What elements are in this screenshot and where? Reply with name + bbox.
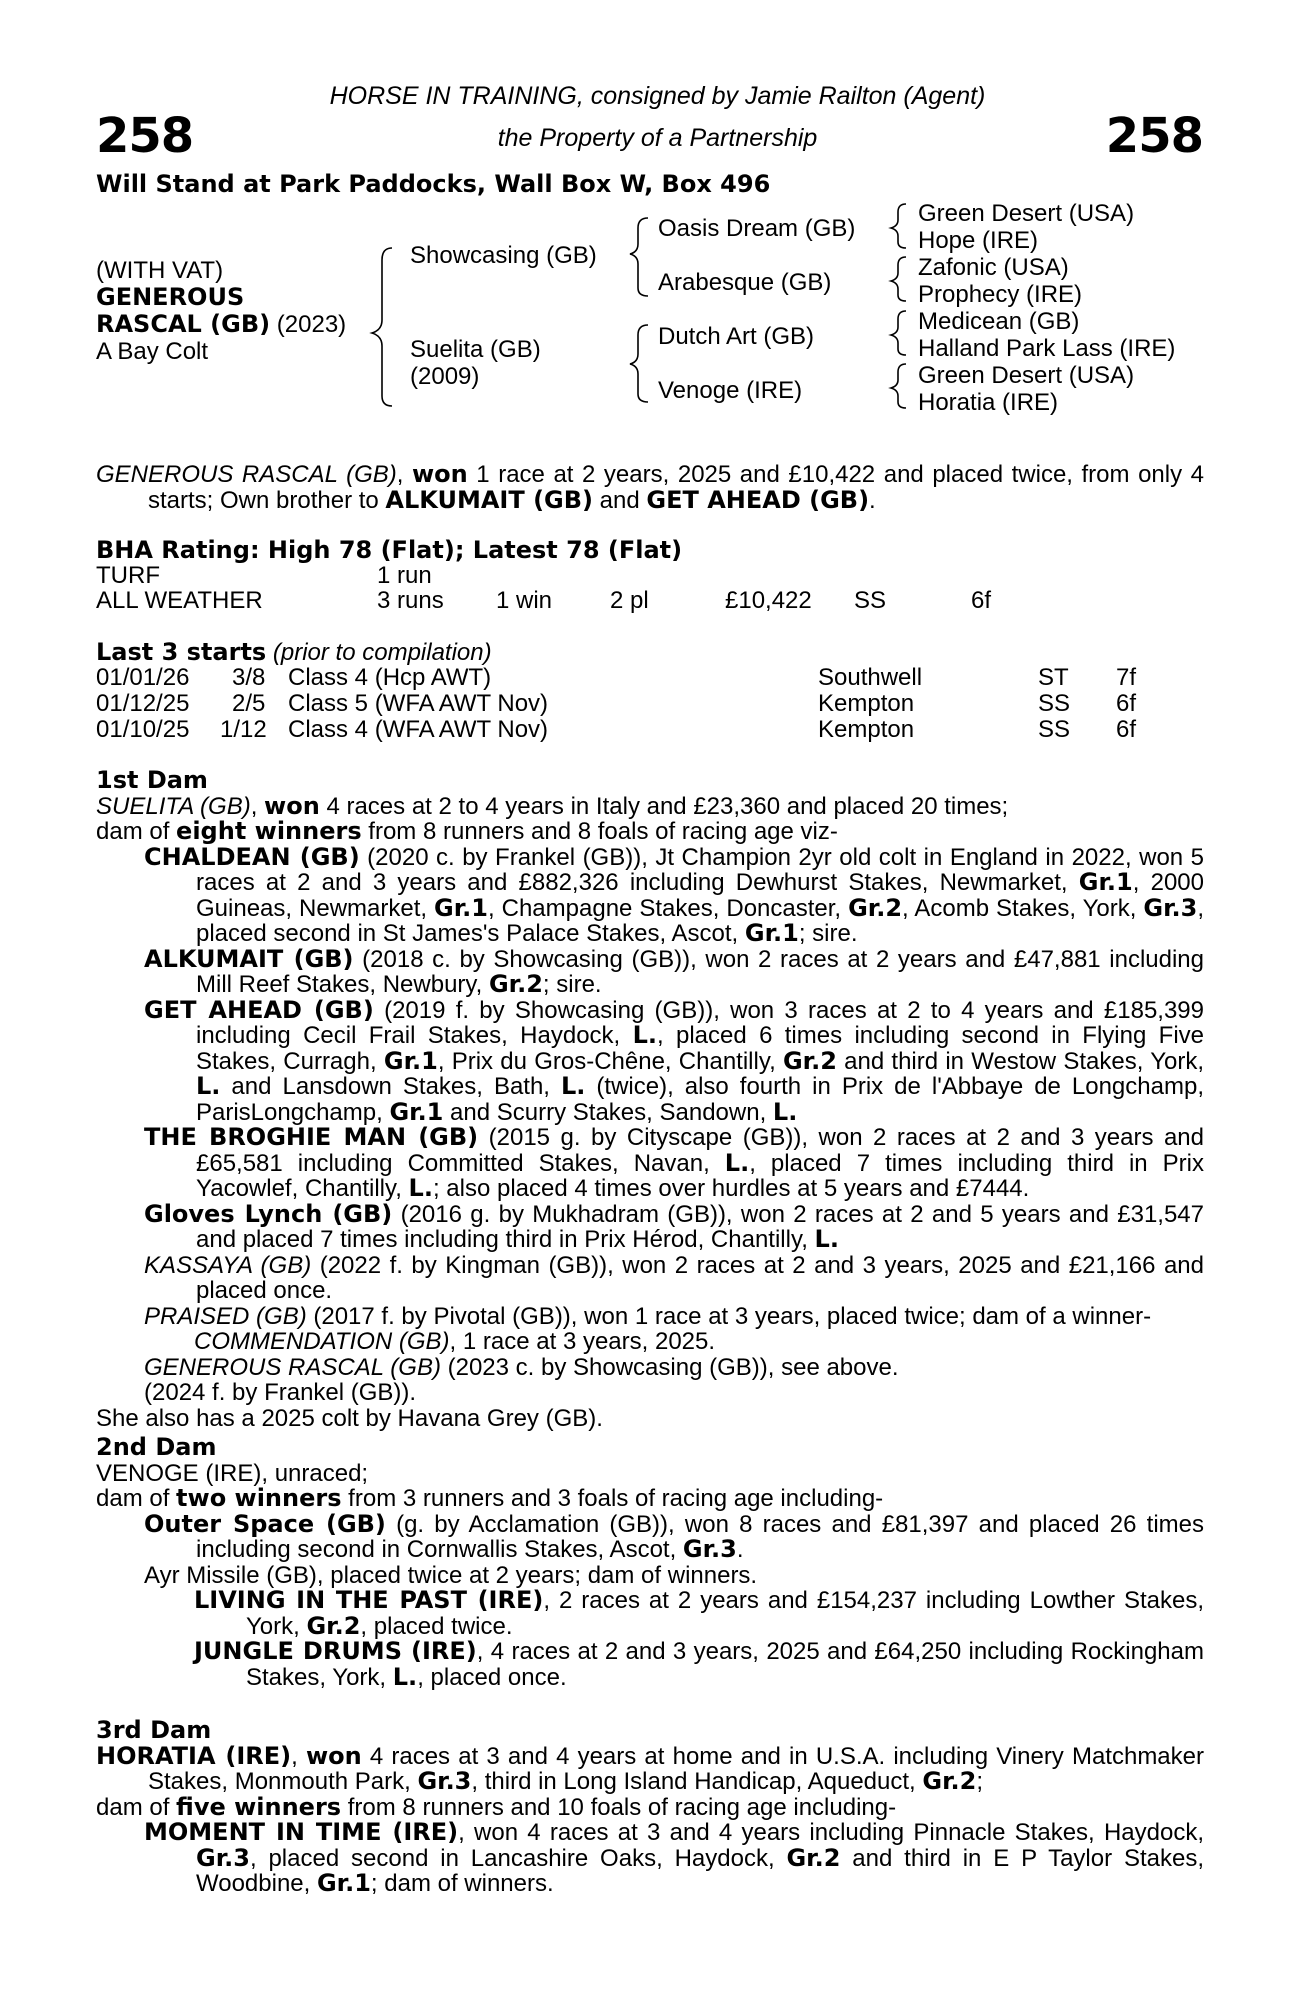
t: and Lansdown Stakes, Bath, <box>220 1073 561 1100</box>
produce-gloves-lynch <box>96 1199 1205 1253</box>
start-position: 2/5 <box>232 690 266 717</box>
produce-name: GET AHEAD (GB) <box>144 995 374 1024</box>
t: (2018 c. by Showcasing (GB)), won 2 races at 2 years and £47,881 including Mill Reef Stakes, Newbury, <box>196 945 1204 998</box>
starts-title: Last 3 starts <box>96 638 267 666</box>
grade: Gr.2 <box>306 1611 361 1640</box>
ped-dds: Green Desert (USA) <box>918 362 1135 389</box>
won: won <box>264 791 320 820</box>
t: , placed second in Lancashire Oaks, Haydock, <box>249 1844 787 1872</box>
ped-sds: Zafonic (USA) <box>918 254 1069 281</box>
t: , placed twice. <box>360 1612 513 1640</box>
produce-name: MOMENT IN TIME (IRE) <box>144 1818 459 1846</box>
t: (2016 g. by Mukhadram (GB)), won 2 races at 2 and 5 years and £31,547 and placed 7 times including third in Prix Hérod, Chantilly, <box>196 1200 1205 1253</box>
brace-ds <box>891 311 906 355</box>
grade: L. <box>196 1072 221 1100</box>
t: , Champagne Stakes, Doncaster, <box>487 894 849 922</box>
t: dam of <box>96 818 177 845</box>
t: 4 races at 3 and 4 years at home and in U.S.A. including Vinery Matchmaker Stakes, Monmouth Park, <box>148 1742 1204 1795</box>
start-date: 01/10/25 <box>96 716 190 743</box>
t: ; sire. <box>798 920 858 947</box>
t: ; <box>976 1768 983 1795</box>
sire: Showcasing (GB) <box>410 242 597 269</box>
t: dam of <box>96 1485 177 1512</box>
aw-going: SS <box>854 587 887 614</box>
first-dam-section <box>96 768 1204 1431</box>
produce-kassaya <box>96 1253 1204 1304</box>
produce-chaldean <box>96 842 1205 947</box>
ped-ddd: Horatia (IRE) <box>918 389 1059 416</box>
start-class: Class 5 (WFA AWT Nov) <box>288 690 549 717</box>
start-distance: 7f <box>1116 664 1137 691</box>
third-dam-section <box>96 1718 1204 1897</box>
aw-label: ALL WEATHER <box>96 587 263 614</box>
produce-living-in-the-past <box>96 1588 1204 1639</box>
ped-sss: Green Desert (USA) <box>918 200 1135 227</box>
grade: Gr.1 <box>316 1869 371 1897</box>
summary-horse-name: GENEROUS RASCAL (GB) <box>96 461 397 488</box>
t: , placed 7 times including third in Prix Yacowlef, Chantilly, <box>196 1149 1205 1202</box>
winners-count: five winners <box>176 1792 342 1821</box>
summary-won: won <box>411 460 468 488</box>
t: (twice), also fourth in Prix de l'Abbaye de Longchamp, ParisLongchamp, <box>196 1073 1204 1126</box>
produce-commendation <box>96 1329 1204 1355</box>
summary-end: . <box>869 486 876 514</box>
t: and third in Westow Stakes, York, <box>836 1047 1205 1075</box>
t: (2019 f. by Showcasing (GB)), won 3 races at 2 to 4 years and £185,399 including Cecil Frail Stakes, Haydock, <box>196 996 1205 1049</box>
grade: L. <box>632 1021 657 1049</box>
produce-name: JUNGLE DRUMS (IRE) <box>194 1637 477 1665</box>
t: , placed 6 times including second in Flying Five Stakes, Curragh, <box>196 1022 1204 1075</box>
t: from 8 runners and 8 foals of racing age viz- <box>361 818 838 845</box>
first-dam-title: 1st Dam <box>96 766 208 794</box>
produce-moment-in-time <box>96 1820 1204 1897</box>
grade: Gr.2 <box>488 970 543 998</box>
third-dam-line <box>96 1741 1204 1795</box>
produce-ayr-missile: Ayr Missile (GB), placed twice at 2 years; dam of winners. <box>144 1561 758 1589</box>
start-class: Class 4 (WFA AWT Nov) <box>288 716 549 743</box>
t: , Acomb Stakes, York, <box>902 894 1144 922</box>
grade: Gr.3 <box>196 1843 250 1872</box>
t: , Prix du Gros-Chêne, Chantilly, <box>437 1047 783 1075</box>
grade: L. <box>814 1225 839 1253</box>
rating-title: BHA Rating: High 78 (Flat); Latest 78 (Flat) <box>96 536 683 564</box>
stand-location: Will Stand at Park Paddocks, Wall Box W, Box 496 <box>96 170 771 198</box>
brace-sire <box>630 218 648 296</box>
t: , 4 races at 2 and 3 years, 2025 and £64,250 including Rockingham Stakes, York, <box>246 1638 1204 1691</box>
turf-label: TURF <box>96 562 160 589</box>
produce-2025-note: She also has a 2025 colt by Havana Grey (GB). <box>96 1404 603 1432</box>
start-date: 01/01/26 <box>96 664 190 691</box>
starts-heading <box>96 638 492 667</box>
grade: Gr.3 <box>1143 893 1198 922</box>
produce-name: CHALDEAN (GB) <box>144 842 360 871</box>
dam-name: HORATIA (IRE) <box>96 1741 292 1770</box>
grade: Gr.2 <box>786 1843 841 1872</box>
grade: L. <box>560 1072 586 1100</box>
horse-description: A Bay Colt <box>96 338 209 365</box>
start-going: SS <box>1038 690 1071 717</box>
dam-dam: Venoge (IRE) <box>658 377 803 404</box>
produce-name: KASSAYA (GB) <box>144 1251 312 1279</box>
third-dam-title: 3rd Dam <box>96 1716 212 1744</box>
produce-name: GENEROUS RASCAL (GB) <box>144 1353 441 1381</box>
t: , third in Long Island Handicap, Aqueduct, <box>471 1768 923 1795</box>
produce-jungle-drums <box>96 1639 1204 1690</box>
produce-2024: (2024 f. by Frankel (GB)). <box>144 1379 417 1406</box>
start-position: 1/12 <box>220 716 267 743</box>
produce-get-ahead <box>96 995 1205 1126</box>
grade: Gr.2 <box>782 1046 837 1075</box>
second-dam-title: 2nd Dam <box>96 1433 217 1461</box>
t: ; dam of winners. <box>370 1870 554 1897</box>
brace-dam <box>630 325 648 402</box>
start-position: 3/8 <box>232 664 266 691</box>
winners-count: two winners <box>176 1484 342 1512</box>
t: (2017 f. by Pivotal (GB)), won 1 race at 3 years, placed twice; dam of a winner- <box>306 1302 1152 1330</box>
t: from 8 runners and 10 foals of racing age including- <box>341 1793 897 1821</box>
summary-block <box>96 462 1204 513</box>
ped-ssd: Hope (IRE) <box>918 227 1039 254</box>
t: , 2000 Guineas, Newmarket, <box>196 869 1204 922</box>
brace-main <box>372 248 392 406</box>
t: and Scurry Stakes, Sandown, <box>443 1098 773 1126</box>
produce-praised <box>96 1304 1204 1330</box>
produce-name: THE BROGHIE MAN (GB) <box>144 1123 479 1151</box>
dam-name: SUELITA (GB) <box>96 792 251 820</box>
third-dam-produce-line <box>96 1792 1204 1821</box>
aw-wins: 1 win <box>496 587 553 614</box>
second-dam-section <box>96 1435 1204 1690</box>
brace-ss <box>891 204 906 248</box>
grade: Gr.2 <box>922 1767 977 1795</box>
won: won <box>305 1741 362 1770</box>
ped-sdd: Prophecy (IRE) <box>918 281 1083 308</box>
brace-sd <box>891 257 906 301</box>
grade: L. <box>724 1148 750 1177</box>
t: dam of <box>96 1793 177 1821</box>
grade: L. <box>408 1174 433 1202</box>
horse-year: (2023) <box>276 311 347 338</box>
winners-count: eight winners <box>176 817 362 845</box>
summary-text: 1 race at 2 years, 2025 and £10,422 and placed twice, from only 4 starts; Own brother to <box>148 461 1205 514</box>
dam-sire: Dutch Art (GB) <box>658 323 815 350</box>
aw-money: £10,422 <box>725 587 812 614</box>
t: and third in E P Taylor Stakes, Woodbine, <box>196 1844 1204 1897</box>
t: . <box>736 1536 744 1563</box>
t: from 3 runners and 3 foals of racing age including- <box>341 1485 884 1512</box>
t: (2015 g. by Cityscape (GB)), won 2 races at 2 and 3 years and £65,581 including Committed Stakes, Navan, <box>196 1124 1204 1177</box>
turf-runs: 1 run <box>377 562 432 589</box>
produce-generous-rascal <box>96 1355 1204 1381</box>
ped-dss: Medicean (GB) <box>918 308 1080 335</box>
lot-number-right: 258 <box>1105 108 1203 164</box>
produce-outer-space <box>96 1509 1204 1563</box>
grade: Gr.1 <box>1078 868 1133 896</box>
horse-name-2: RASCAL (GB) <box>96 310 271 338</box>
start-course: Kempton <box>818 716 915 743</box>
grade: Gr.2 <box>848 893 903 922</box>
t: , 1 race at 3 years, 2025. <box>449 1328 716 1355</box>
consignor-line: HORSE IN TRAINING, consigned by Jamie Railton (Agent) <box>329 82 986 110</box>
property-line: the Property of a Partnership <box>497 124 818 152</box>
grade: L. <box>772 1097 798 1126</box>
vat-note: (WITH VAT) <box>96 257 224 284</box>
t: (g. by Acclamation (GB)), won 8 races and £81,397 and placed 26 times including second in Cornwallis Stakes, Ascot, <box>196 1510 1204 1563</box>
dam-year: (2009) <box>410 363 480 390</box>
t: (2020 c. by Frankel (GB)), Jt Champion 2yr old colt in England in 2022, won 5 races at 2 and 3 years and £882,326 including Dewhurst Stakes, Newmarket, <box>196 843 1204 896</box>
t: ; also placed 4 times over hurdles at 5 years and £7444. <box>432 1175 1030 1202</box>
brace-dd <box>891 364 906 408</box>
summary-and: and <box>593 486 647 514</box>
grade: Gr.1 <box>434 893 488 922</box>
t: , won 4 races at 3 and 4 years including Pinnacle Stakes, Haydock, <box>458 1819 1204 1846</box>
grade: Gr.3 <box>682 1535 737 1563</box>
grade: Gr.3 <box>417 1767 472 1795</box>
dam-record: 4 races at 2 to 4 years in Italy and £23,360 and placed 20 times; <box>319 792 1009 820</box>
start-distance: 6f <box>1116 716 1137 743</box>
sire-dam: Arabesque (GB) <box>658 269 832 296</box>
summary-brother-2: GET AHEAD (GB) <box>646 485 870 514</box>
sep: , <box>291 1742 306 1770</box>
produce-broghie-man <box>96 1125 1204 1202</box>
grade: Gr.1 <box>389 1097 444 1126</box>
first-dam-line <box>96 791 1204 820</box>
t: (2023 c. by Showcasing (GB)), see above. <box>440 1353 899 1381</box>
horse-name-1: GENEROUS <box>96 283 245 311</box>
t: ; sire. <box>542 971 602 998</box>
t: , placed second in St James's Palace Stakes, Ascot, <box>196 894 1205 947</box>
summary-paragraph: GENEROUS RASCAL (GB), won 1 race at 2 years, 2025 and £10,422 and placed twice, from only 4 starts; Own brother to ALKUMAIT (GB) and GET AHEAD (GB). <box>96 460 1205 514</box>
lot-number-left: 258 <box>96 108 194 164</box>
start-course: Southwell <box>818 664 923 691</box>
t: , placed once. <box>417 1663 567 1691</box>
start-going: SS <box>1038 716 1071 743</box>
start-date: 01/12/25 <box>96 690 190 717</box>
sire-sire: Oasis Dream (GB) <box>658 215 856 242</box>
t: (2022 f. by Kingman (GB)), won 2 races at 2 and 3 years, 2025 and £21,166 and placed once. <box>196 1251 1205 1304</box>
start-course: Kempton <box>818 690 915 717</box>
ped-dsd: Halland Park Lass (IRE) <box>918 335 1176 362</box>
grade: L. <box>392 1662 418 1691</box>
produce-name: Outer Space (GB) <box>144 1509 386 1538</box>
aw-placed: 2 pl <box>610 587 649 614</box>
produce-name: ALKUMAIT (GB) <box>144 944 354 973</box>
aw-runs: 3 runs <box>377 587 444 614</box>
aw-distance: 6f <box>971 587 992 614</box>
start-distance: 6f <box>1116 690 1137 717</box>
produce-name: Gloves Lynch (GB) <box>144 1199 393 1228</box>
t: , 2 races at 2 years and £154,237 including Lowther Stakes, York, <box>246 1587 1205 1640</box>
starts-note: (prior to compilation) <box>272 639 492 666</box>
grade: Gr.1 <box>383 1046 438 1075</box>
dam: Suelita (GB) <box>410 336 541 363</box>
start-class: Class 4 (Hcp AWT) <box>288 664 492 691</box>
second-dam-line: VENOGE (IRE), unraced; <box>96 1459 369 1487</box>
sep: , <box>250 792 265 820</box>
produce-name: COMMENDATION (GB) <box>194 1328 450 1355</box>
grade: Gr.1 <box>744 919 799 947</box>
produce-alkumait <box>96 944 1204 998</box>
second-dam-produce-line <box>96 1486 1204 1512</box>
produce-name: LIVING IN THE PAST (IRE) <box>194 1586 544 1614</box>
summary-brother-1: ALKUMAIT (GB) <box>385 485 593 514</box>
start-going: ST <box>1038 664 1069 691</box>
produce-name: PRAISED (GB) <box>144 1302 307 1330</box>
first-dam-produce-line <box>96 819 1204 845</box>
